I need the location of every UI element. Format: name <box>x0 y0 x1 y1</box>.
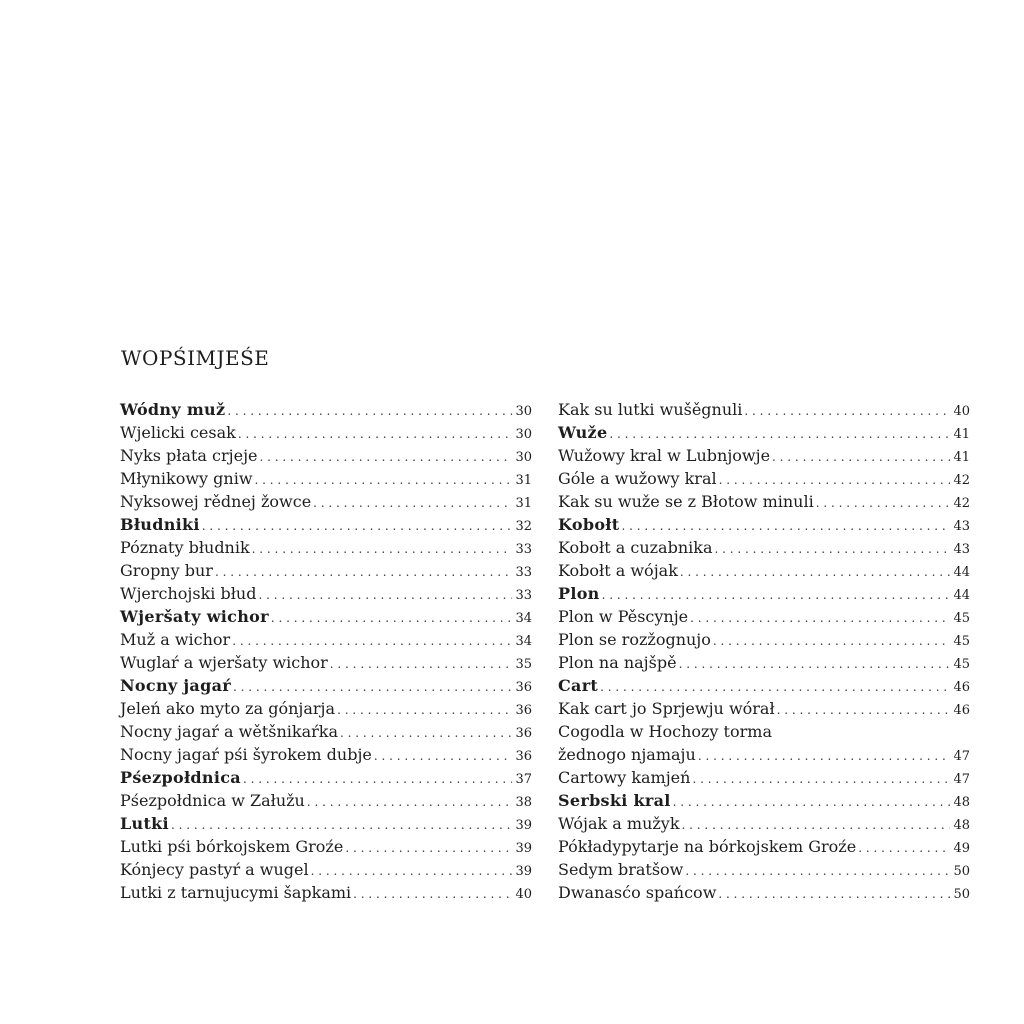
toc-entry <box>120 444 532 467</box>
dot-leader <box>313 492 512 515</box>
toc-section-entry <box>120 812 532 835</box>
dot-leader <box>260 446 512 469</box>
dot-leader <box>255 469 512 492</box>
dot-leader <box>258 584 512 607</box>
dot-leader <box>682 814 950 837</box>
toc-entry <box>120 720 532 743</box>
page-number: 48 <box>953 818 970 833</box>
toc-section-entry <box>558 582 970 605</box>
dot-leader <box>337 699 512 722</box>
page-number: 32 <box>515 519 532 534</box>
entry-title: Plon w Pěscynje <box>558 607 689 626</box>
toc-left-column <box>120 398 532 904</box>
entry-title: Błudniki <box>120 515 200 534</box>
dot-leader <box>243 768 512 791</box>
toc-section-entry <box>558 789 970 812</box>
dot-leader <box>238 423 512 446</box>
page-number: 30 <box>515 450 532 465</box>
toc-entry <box>558 536 970 559</box>
entry-title: Cogodla w Hochozy torma <box>558 722 772 741</box>
page-number: 39 <box>515 818 532 833</box>
page-number: 46 <box>953 703 970 718</box>
entry-title: Pókładypytarje na bórkojskem Groźe <box>558 837 857 856</box>
page-number: 34 <box>515 634 532 649</box>
entry-title: Kobołt <box>558 515 620 534</box>
entry-title: Wjelicki cesak <box>120 423 236 442</box>
entry-title: Kak su lutki wušěgnuli <box>558 400 743 419</box>
toc-entry <box>558 444 970 467</box>
toc-entry <box>558 628 970 651</box>
toc-entry <box>558 812 970 835</box>
entry-title: Pśezpołdnica <box>120 768 241 787</box>
toc-entry <box>558 858 970 881</box>
dot-leader <box>772 446 950 469</box>
entry-title: Plon <box>558 584 600 603</box>
dot-leader <box>202 515 512 538</box>
toc-section-entry <box>120 513 532 536</box>
entry-title: Plon na najšpě <box>558 653 677 672</box>
toc-right-column <box>558 398 970 904</box>
page-number: 35 <box>515 657 532 672</box>
entry-title: Wjeršaty wichor <box>120 607 269 626</box>
dot-leader <box>307 791 512 814</box>
dot-leader <box>330 653 512 676</box>
page-number: 33 <box>515 565 532 580</box>
entry-title: Nocny jagaŕ a wětšnikaŕka <box>120 722 339 741</box>
entry-title: Muž a wichor <box>120 630 231 649</box>
entry-title: Dwanasćo spańcow <box>558 883 717 902</box>
dot-leader <box>233 676 512 699</box>
dot-leader <box>621 515 950 538</box>
dot-leader <box>602 584 950 607</box>
toc-entry <box>120 743 532 766</box>
page-number: 39 <box>515 841 532 856</box>
dot-leader <box>227 400 512 423</box>
toc-entry <box>558 605 970 628</box>
toc-section-entry <box>558 421 970 444</box>
page-number: 31 <box>515 496 532 511</box>
toc-entry <box>558 881 970 904</box>
toc-entry <box>120 651 532 674</box>
page-number: 44 <box>953 588 970 603</box>
toc-entry <box>558 743 970 766</box>
toc-section-entry <box>558 513 970 536</box>
entry-title: Pśezpołdnica w Załužu <box>120 791 305 810</box>
page-number: 37 <box>515 772 532 787</box>
entry-title: Gropny bur <box>120 561 213 580</box>
dot-leader <box>718 883 950 906</box>
toc-entry <box>120 881 532 904</box>
entry-title: Nyks płata crjeje <box>120 446 258 465</box>
page-number: 40 <box>953 404 970 419</box>
dot-leader <box>744 400 950 423</box>
entry-title: Wuglaŕ a wjeršaty wichor <box>120 653 328 672</box>
toc-entry <box>120 628 532 651</box>
toc-entry <box>120 559 532 582</box>
page-number: 47 <box>953 749 970 764</box>
entry-title: Serbski kral <box>558 791 671 810</box>
dot-leader <box>692 768 950 791</box>
page-number: 45 <box>953 634 970 649</box>
dot-leader <box>252 538 512 561</box>
entry-title: Lutki pśi bórkojskem Groźe <box>120 837 344 856</box>
entry-title: Cart <box>558 676 599 695</box>
page-number: 40 <box>515 887 532 902</box>
dot-leader <box>690 607 950 630</box>
dot-leader <box>374 745 512 768</box>
page-number: 36 <box>515 680 532 695</box>
page-number: 38 <box>515 795 532 810</box>
entry-title: Lutki z tarnujucymi šapkami <box>120 883 352 902</box>
toc-entry <box>120 467 532 490</box>
dot-leader <box>600 676 950 699</box>
toc-entry <box>120 835 532 858</box>
dot-leader <box>609 423 950 446</box>
page-number: 41 <box>953 427 970 442</box>
entry-title: Póznaty błudnik <box>120 538 250 557</box>
page-title: WOPŚIMJEŚE <box>121 346 270 370</box>
toc-entry <box>558 697 970 720</box>
dot-leader <box>698 745 950 768</box>
page-number: 45 <box>953 657 970 672</box>
toc-entry <box>120 536 532 559</box>
entry-title: Kak su wuže se z Błotow minuli <box>558 492 814 511</box>
entry-title: žednogo njamaju <box>558 745 696 764</box>
toc-section-entry <box>120 605 532 628</box>
toc-entry <box>558 766 970 789</box>
entry-title: Jeleń ako myto za gónjarja <box>120 699 336 718</box>
toc-section-entry <box>120 674 532 697</box>
entry-title: Młynikowy gniw <box>120 469 253 488</box>
page-number: 44 <box>953 565 970 580</box>
entry-title: Wójak a mužyk <box>558 814 680 833</box>
dot-leader <box>171 814 512 837</box>
entry-title: Lutki <box>120 814 169 833</box>
page-number: 30 <box>515 404 532 419</box>
dot-leader <box>858 837 950 860</box>
page-number: 33 <box>515 588 532 603</box>
dot-leader <box>345 837 512 860</box>
page-number: 39 <box>515 864 532 879</box>
dot-leader <box>232 630 512 653</box>
dot-leader <box>311 860 512 883</box>
entry-title: Kónjecy pastyŕ a wugel <box>120 860 309 879</box>
dot-leader <box>680 561 950 584</box>
page-number: 50 <box>953 887 970 902</box>
page-number: 49 <box>953 841 970 856</box>
toc-entry <box>120 697 532 720</box>
page-number: 43 <box>953 519 970 534</box>
page-number: 34 <box>515 611 532 626</box>
page-number: 36 <box>515 726 532 741</box>
toc-entry <box>558 651 970 674</box>
dot-leader <box>673 791 950 814</box>
entry-title: Wužowy kral w Lubnjowje <box>558 446 771 465</box>
page-number: 50 <box>953 864 970 879</box>
dot-leader <box>719 469 950 492</box>
dot-leader <box>715 538 951 561</box>
toc-entry <box>558 398 970 421</box>
toc-entry <box>120 490 532 513</box>
page-number: 43 <box>953 542 970 557</box>
toc-entry <box>558 467 970 490</box>
entry-title: Kak cart jo Sprjewju wórał <box>558 699 775 718</box>
entry-title: Wjerchojski błud <box>120 584 257 603</box>
dot-leader <box>353 883 512 906</box>
page-number: 41 <box>953 450 970 465</box>
page-number: 30 <box>515 427 532 442</box>
entry-title: Nocny jagaŕ pśi šyrokem dubje <box>120 745 372 764</box>
toc-entry <box>120 421 532 444</box>
dot-leader <box>679 653 950 676</box>
page-number: 36 <box>515 749 532 764</box>
dot-leader <box>777 699 950 722</box>
dot-leader <box>340 722 512 745</box>
entry-title: Nocny jagaŕ <box>120 676 231 695</box>
toc-section-entry <box>120 398 532 421</box>
toc-entry <box>120 582 532 605</box>
toc-section-entry <box>120 766 532 789</box>
entry-title: Kobołt a wójak <box>558 561 678 580</box>
entry-title: Wódny muž <box>120 400 226 419</box>
dot-leader <box>215 561 512 584</box>
page-number: 31 <box>515 473 532 488</box>
entry-title: Kobołt a cuzabnika <box>558 538 713 557</box>
page-number: 33 <box>515 542 532 557</box>
toc-entry <box>120 789 532 812</box>
entry-title: Wuže <box>558 423 608 442</box>
toc-section-entry <box>558 674 970 697</box>
page-number: 47 <box>953 772 970 787</box>
page-number: 36 <box>515 703 532 718</box>
toc-entry <box>558 835 970 858</box>
dot-leader <box>271 607 512 630</box>
toc-entry <box>120 858 532 881</box>
entry-title: Sedym bratšow <box>558 860 684 879</box>
toc-entry <box>558 490 970 513</box>
page-number: 42 <box>953 496 970 511</box>
toc-entry <box>558 720 970 743</box>
entry-title: Cartowy kamjeń <box>558 768 691 787</box>
page-number: 48 <box>953 795 970 810</box>
entry-title: Plon se rozžognujo <box>558 630 711 649</box>
dot-leader <box>713 630 950 653</box>
toc-entry <box>558 559 970 582</box>
entry-title: Góle a wužowy kral <box>558 469 717 488</box>
dot-leader <box>685 860 950 883</box>
page-number: 46 <box>953 680 970 695</box>
entry-title: Nyksowej rědnej žowce <box>120 492 312 511</box>
page-number: 42 <box>953 473 970 488</box>
page-number: 45 <box>953 611 970 626</box>
dot-leader <box>816 492 950 515</box>
